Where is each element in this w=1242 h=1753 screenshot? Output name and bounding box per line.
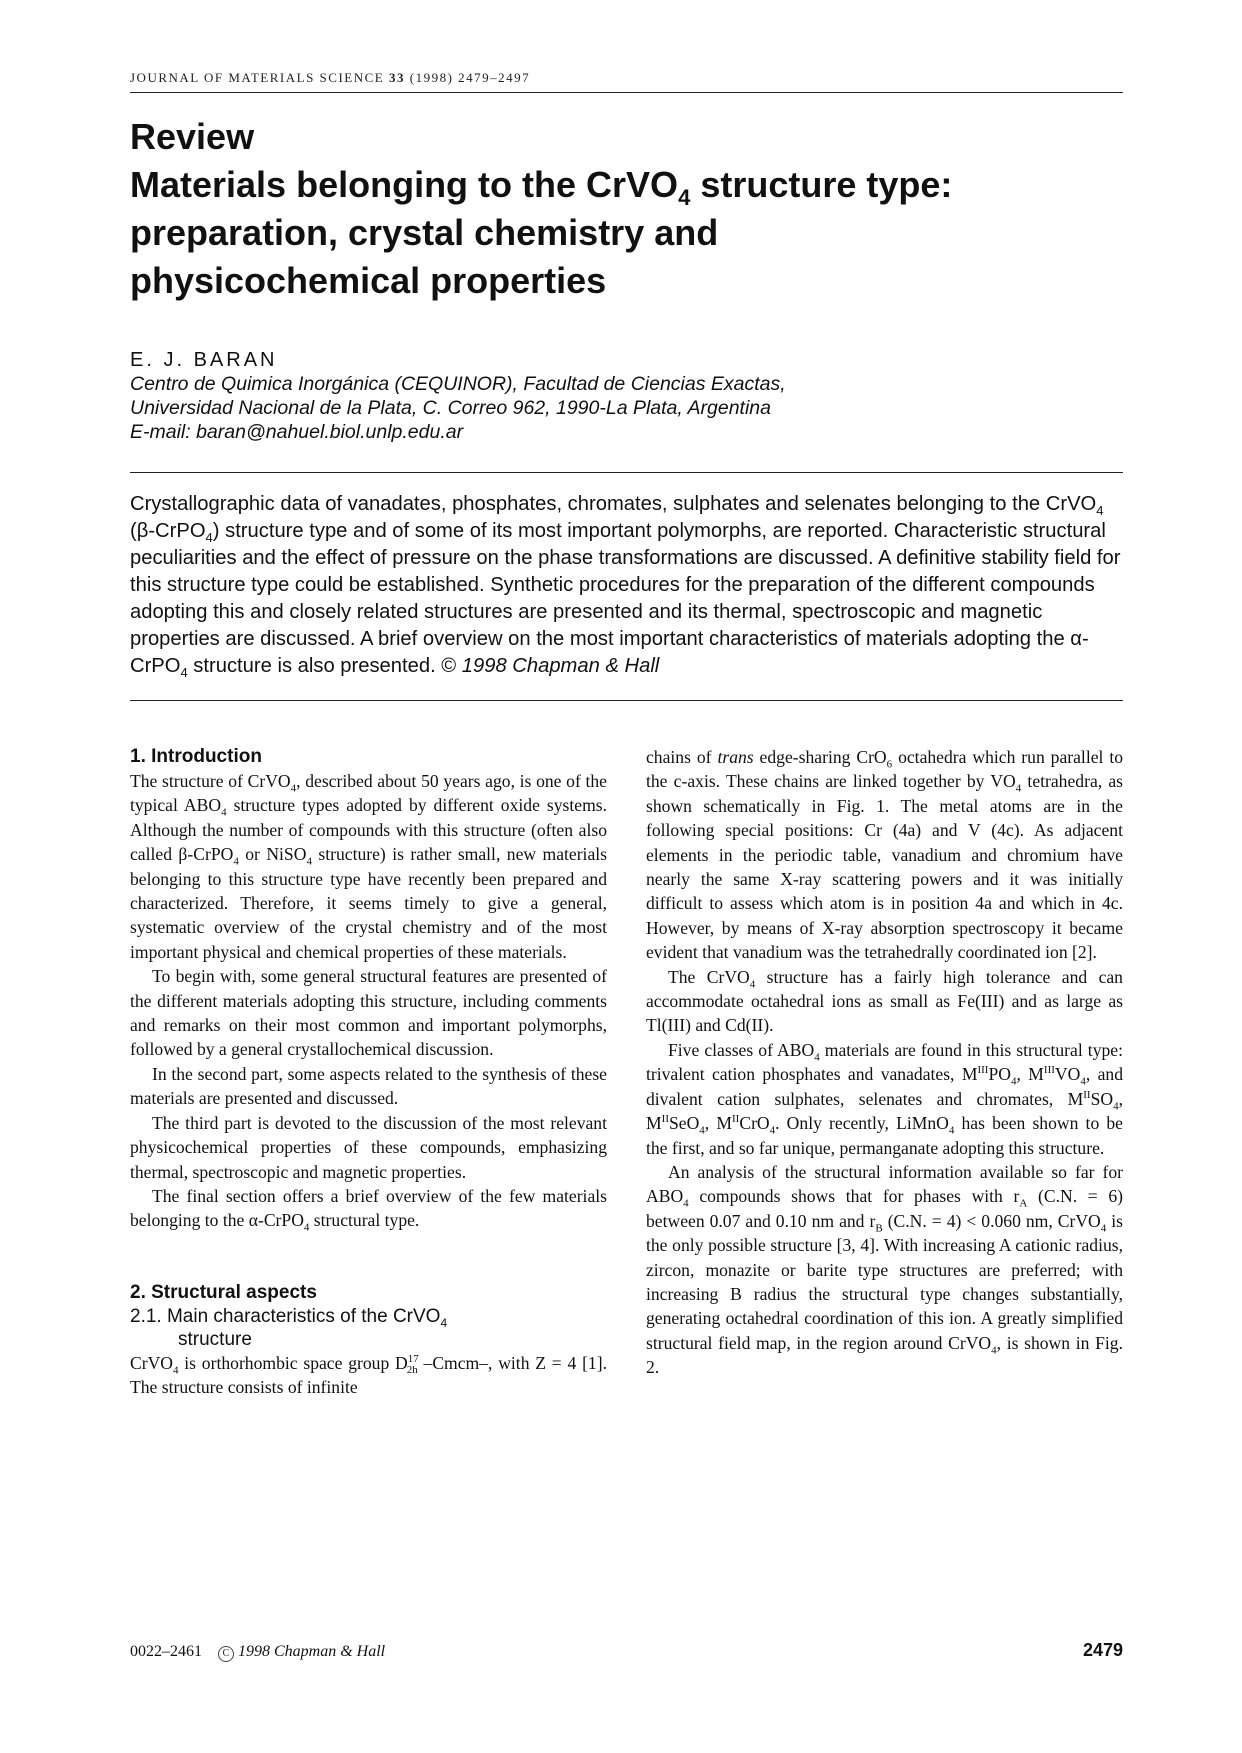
text: CrVO (130, 1352, 174, 1373)
title-line-3: preparation, crystal chemistry and (130, 212, 719, 253)
sub: 4 (1080, 1075, 1086, 1088)
text: (C.N. = 4) < 0.060 nm, CrVO (882, 1210, 1101, 1231)
sub: 4 (1113, 1100, 1119, 1113)
footer-left (130, 1643, 385, 1662)
journal-year-pages: (1998) 2479–2497 (404, 70, 531, 85)
right-paragraph-1 (646, 745, 1123, 965)
abstract-sub-2: 4 (205, 530, 213, 546)
sub: 6 (886, 758, 893, 771)
abstract-bottom-rule (130, 700, 1123, 701)
sub: B (875, 1222, 883, 1235)
affiliation-line-1: Centro de Quimica Inorgánica (CEQUINOR), Facultad de Ciencias Exactas, (130, 373, 786, 395)
text: CrO (739, 1113, 770, 1134)
text: 2.1. Main characteristics of the CrVO (130, 1305, 441, 1327)
text: , M (646, 1088, 1123, 1134)
text: The CrVO (668, 966, 750, 987)
abstract-sub-3: 4 (180, 665, 188, 681)
text: Five classes of ABO (668, 1039, 815, 1060)
sub: 4 (991, 1344, 997, 1357)
text: trans (717, 747, 754, 767)
text: , M (1016, 1064, 1044, 1085)
text: tetrahedra, as shown schematically in Fig. 1. The metal atoms are in the following special positions: Cr (4a) and V (4c). As adjacent elements in the periodic table, vanadium and chromium have nearly the same X-ray scattering powers and it was initially difficult to assess which atom is in position 4a and which in 4c. However, by means of X-ray absorption spectroscopy it became evident that vanadium was the tetrahedrally coordinated ion [2]. (646, 771, 1123, 963)
section-spacer (130, 1233, 607, 1281)
sub: 4 (233, 855, 239, 868)
sub: 4 (290, 782, 297, 795)
intro-paragraph-2: To begin with, some general structural features are presented of the different materials adopting this structure, including comments and remarks on their most common and important polymorphs, followed by a general crystallochemical discussion. (130, 966, 607, 1060)
text: (C.N. = 6) between 0.07 and 0.10 nm and r (646, 1186, 1123, 1231)
subsection-heading-2-1 (130, 1305, 607, 1351)
text: An analysis of the structural information available so far for ABO (646, 1161, 1123, 1207)
page-header-block (130, 70, 1123, 701)
text: , M (704, 1113, 732, 1134)
sub: 4 (303, 1221, 310, 1234)
text: structure types adopted by different oxide systems. Although the number of compounds with this structure (often also called β-CrPO (130, 795, 608, 865)
sub: 2h (406, 1364, 418, 1377)
right-paragraph-2 (646, 965, 1123, 1038)
body-columns (130, 745, 1123, 1400)
abstract (130, 473, 1123, 700)
text: SO (1090, 1088, 1114, 1109)
text: , described about 50 years ago, is one of the typical ABO (130, 771, 607, 816)
right-paragraph-4 (646, 1160, 1123, 1380)
intro-paragraph-3: In the second part, some aspects related to the synthesis of these materials are presented and discussed. (130, 1063, 607, 1109)
sub: 4 (683, 1197, 689, 1210)
sub: 4 (948, 1124, 955, 1137)
sub: 4 (440, 1315, 448, 1330)
page-footer (130, 1640, 1123, 1662)
sub: 4 (769, 1124, 776, 1137)
text: . Only recently, LiMnO (775, 1113, 949, 1134)
sub: 4 (749, 978, 756, 991)
intro-paragraph-4: The third part is devoted to the discussion of the most relevant physicochemical properties of these compounds, emphasizing thermal, spectroscopic and magnetic properties. (130, 1112, 607, 1182)
intro-paragraph-1 (130, 769, 607, 964)
affiliation-line-2: Universidad Nacional de la Plata, C. Correo 962, 1990-La Plata, Argentina (130, 397, 771, 419)
footer-publisher: 1998 Chapman & Hall (238, 1643, 386, 1660)
structure-paragraph-1 (130, 1351, 607, 1400)
intro-paragraph-5 (130, 1184, 607, 1233)
column-right (646, 745, 1123, 1400)
text: structure (178, 1328, 252, 1350)
text: , is shown in Fig. 2. (646, 1332, 1123, 1378)
sub: A (1019, 1197, 1028, 1210)
sub: 4 (814, 1051, 820, 1064)
text: is the only possible structure [3, 4]. With increasing A cationic radius, zircon, monazite or barite type structures are preferred; with increasing B radius the structural type changes substantially, generating octahedral coordination of this ion. A greatly simplified structural field map, in the region around CrVO (646, 1210, 1124, 1353)
text: structure has a fairly high tolerance and can accommodate octahedral ions as small as Fe(III) and as large as Tl(III) and Cd(II). (646, 966, 1123, 1036)
text: octahedra which run parallel to the c-axis. These chains are linked together by VO (646, 747, 1124, 792)
abstract-sub-1: 4 (1096, 503, 1104, 519)
sup: II (732, 1113, 740, 1126)
title-review: Review (130, 116, 255, 157)
journal-header (130, 70, 1123, 93)
page-number: 2479 (1082, 1640, 1123, 1660)
sup: II (661, 1113, 669, 1126)
column-left (130, 745, 607, 1400)
journal-volume: 33 (388, 70, 405, 85)
text: chains of (646, 747, 718, 767)
title-subscript: 4 (678, 185, 691, 211)
paper-title (130, 113, 1123, 305)
sub: 4 (221, 806, 227, 819)
title-line-2-end: structure type: (690, 164, 953, 205)
section-heading-structural-aspects: 2. Structural aspects (130, 1281, 317, 1303)
sup: III (1043, 1064, 1055, 1077)
abstract-text-4: structure is also presented. © (187, 655, 462, 677)
text: compounds shows that for phases with r (688, 1186, 1020, 1207)
author-affiliation (130, 372, 1123, 444)
text: VO (1054, 1064, 1081, 1085)
text: has been shown to be the first, and so far unique, permanganate adopting this structure. (646, 1113, 1123, 1158)
sup: 17 (407, 1352, 419, 1365)
sup: III (977, 1064, 989, 1077)
text: or NiSO (238, 844, 307, 865)
author-email: E-mail: baran@nahuel.biol.unlp.edu.ar (130, 421, 464, 443)
text: PO (988, 1064, 1011, 1085)
title-line-4: physicochemical properties (130, 260, 607, 301)
text: –Cmcm–, with Z = 4 [1]. The structure consists of infinite (130, 1352, 607, 1398)
abstract-text-3: ) structure type and of some of its most important polymorphs, are reported. Characteristic structural peculiarities and the effect of pressure on the phase transformations are discussed. A definitive stability field for this structure type could be established. Synthetic procedures for the preparation of the different compounds adopting this and closely related structures are presented and its thermal, spectroscopic and magnetic properties are discussed. A brief overview on the most important characteristics of materials adopting the α-CrPO (130, 520, 1121, 677)
issn-code: 0022–2461 (130, 1643, 202, 1660)
sub: 4 (1015, 782, 1022, 795)
abstract-text-2: (β-CrPO (130, 520, 206, 542)
sub: 4 (306, 855, 312, 868)
text: is orthorhombic space group D (178, 1352, 408, 1373)
text: SeO (668, 1113, 700, 1134)
copyright-icon: C (218, 1646, 234, 1662)
abstract-copyright: 1998 Chapman & Hall (461, 655, 660, 677)
text: , and divalent cation sulphates, selenates and chromates, M (646, 1064, 1124, 1109)
section-heading-introduction: 1. Introduction (130, 746, 262, 767)
sup: II (1083, 1088, 1091, 1101)
sub: 4 (1010, 1075, 1017, 1088)
text: materials are found in this structural type: trivalent cation phosphates and vanadates, M (646, 1039, 1123, 1085)
author-name: E. J. BARAN (130, 349, 278, 371)
text: The final section offers a brief overview of the few materials belonging to the α-CrPO (130, 1185, 607, 1231)
text: The structure of CrVO (130, 771, 291, 791)
sub: 4 (173, 1364, 179, 1377)
sub: 4 (699, 1124, 705, 1137)
right-paragraph-3 (646, 1038, 1123, 1160)
title-line-2-text: Materials belonging to the CrVO (130, 164, 679, 205)
abstract-text-1: Crystallographic data of vanadates, phosphates, chromates, sulphates and selenates belonging to the CrVO (130, 493, 1097, 515)
journal-name: JOURNAL OF MATERIALS SCIENCE (130, 70, 389, 85)
text: edge-sharing CrO (753, 747, 887, 767)
text: structural type. (309, 1210, 420, 1231)
text: structure) is rather small, new materials belonging to this structure type have recently been prepared and characterized. Therefore, it seems timely to give a general, systematic overview of the crystal chemistry and of the most important physical and chemical properties of these materials. (130, 844, 607, 962)
sub: 4 (1100, 1222, 1107, 1235)
title-line-2 (130, 161, 1123, 209)
